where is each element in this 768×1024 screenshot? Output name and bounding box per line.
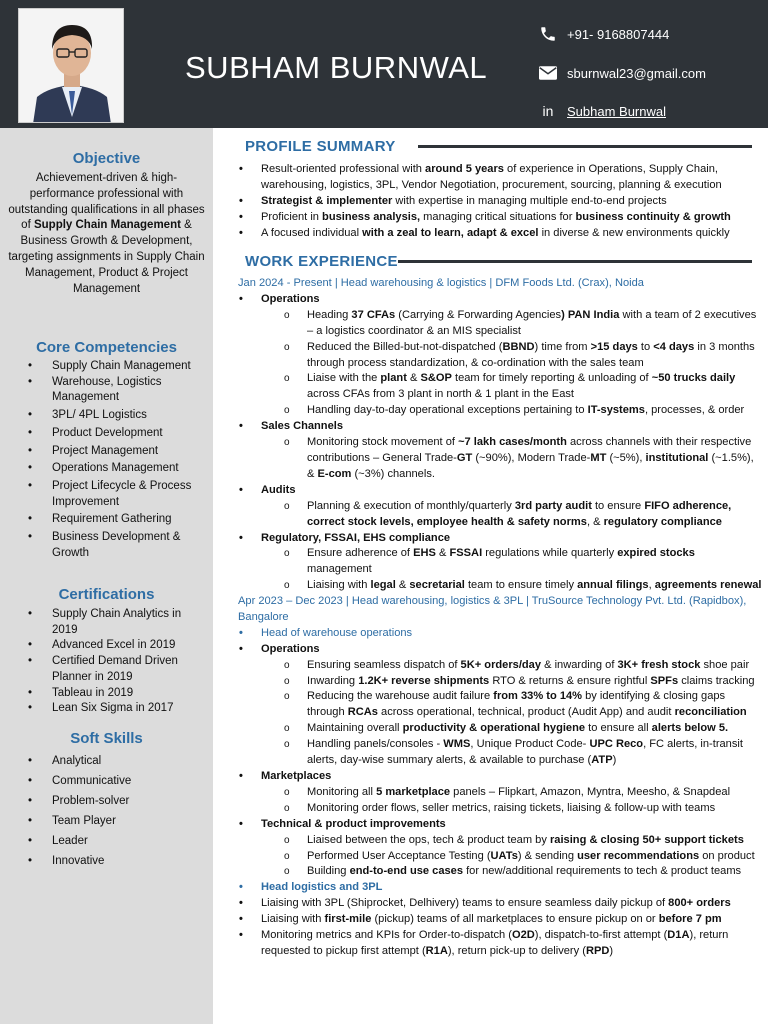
certifications-title: Certifications: [58, 586, 155, 603]
list-item: o Monitoring all 5 marketplace panels – Flipkart, Amazon, Myntra, Meesho, & Snapdeal: [238, 785, 762, 801]
job-1: [238, 276, 762, 594]
objective-title: Objective: [72, 150, 141, 167]
list-item: o Ensuring seamless dispatch of 5K+ orders/day & inwarding of 3K+ fresh stock shoe pair: [238, 658, 762, 674]
header-bar: [0, 0, 768, 128]
list-item: • Result-oriented professional with around 5 years of experience in Operations, Supply Chain, warehousing, logistics, 3PL, Vendor Negotiation, procurement, sourcing, planning & execution: [238, 162, 762, 194]
list-item: • Sales Channels: [238, 419, 762, 435]
list-item: • Technical & product improvements: [238, 817, 762, 833]
list-item: • Advanced Excel in 2019: [24, 638, 209, 654]
list-item: o Inwarding 1.2K+ reverse shipments RTO & returns & ensure rightful SPFs claims tracking: [238, 674, 762, 690]
list-item: o Liaise with the plant & S&OP team for timely reporting & unloading of ~50 trucks daily across CFAs from 3 plant in north & 1 plant in the East: [238, 371, 762, 403]
list-item: o Reduced the Billed-but-not-dispatched (BBND) time from >15 days to <4 days in 3 months through process standardization, & co-ordination with the sales team: [238, 340, 762, 372]
list-item: o Maintaining overall productivity & operational hygiene to ensure all alerts below 5.: [238, 721, 762, 737]
list-item: • Head logistics and 3PL: [238, 880, 762, 896]
list-item: • Operations: [238, 642, 762, 658]
list-item: • Team Player: [24, 811, 209, 831]
candidate-name: SUBHAM BURNWAL: [185, 50, 488, 85]
list-item: • Certified Demand Driven Planner in 2019: [24, 654, 209, 685]
list-item: • A focused individual with a zeal to learn, adapt & excel in diverse & new environments quickly: [238, 226, 762, 242]
list-item: • Operations Management: [24, 461, 209, 477]
list-item: • Liaising with 3PL (Shiprocket, Delhivery) teams to ensure seamless daily pickup of 800+ orders: [238, 896, 762, 912]
list-item: • Leader: [24, 831, 209, 851]
list-item: • Project Management: [24, 444, 209, 460]
list-item: o Liaising with legal & secretarial team to ensure timely annual filings, agreements renewal: [238, 578, 762, 594]
contact-phone: [538, 23, 669, 45]
softskills-title: Soft Skills: [70, 730, 143, 747]
section-divider: [418, 145, 752, 148]
competencies-title: Core Competencies: [36, 339, 177, 356]
list-item: • Tableau in 2019: [24, 686, 209, 702]
job-heading: Apr 2023 – Dec 2023 | Head warehousing, logistics & 3PL | TruSource Technology Pvt. Ltd. (Rapidbox), Bangalore: [238, 595, 747, 623]
list-item: • Warehouse, Logistics Management: [24, 375, 209, 406]
list-item: o Liaised between the ops, tech & product team by raising & closing 50+ support tickets: [238, 833, 762, 849]
list-item: • Strategist & implementer with expertise in managing multiple end-to-end projects: [238, 194, 762, 210]
list-item: o Planning & execution of monthly/quarterly 3rd party audit to ensure FIFO adherence, correct stock levels, employee health & safety norms, & regulatory compliance: [238, 499, 762, 531]
list-item: • Innovative: [24, 851, 209, 871]
list-item: • Business Development & Growth: [24, 530, 209, 561]
email-icon: [538, 63, 558, 83]
profile-summary-title: PROFILE SUMMARY: [245, 138, 396, 155]
list-item: o Performed User Acceptance Testing (UATs) & sending user recommendations on product: [238, 849, 762, 865]
list-item: • 3PL/ 4PL Logistics: [24, 408, 209, 424]
section-divider: [398, 260, 752, 263]
list-item: o Monitoring order flows, seller metrics, raising tickets, liaising & follow-up with teams: [238, 801, 762, 817]
competencies-list: [24, 359, 209, 561]
phone-icon: [538, 24, 558, 44]
list-item: o Handling panels/consoles - WMS, Unique Product Code- UPC Reco, FC alerts, in-transit alerts, day-wise summary alerts, & available to purchase (ATP): [238, 737, 762, 769]
linkedin-link[interactable]: Subham Burnwal: [567, 103, 666, 119]
email-address[interactable]: sburnwal23@gmail.com: [567, 65, 706, 81]
list-item: • Analytical: [24, 751, 209, 771]
list-item: o Heading 37 CFAs (Carrying & Forwarding Agencies) PAN India with a team of 2 executives – a logistics coordinator & an MIS specialist: [238, 308, 762, 340]
list-item: • Operations: [238, 292, 762, 308]
list-item: • Project Lifecycle & Process Improvement: [24, 479, 209, 510]
certifications-list: [24, 607, 209, 717]
contact-email: [538, 62, 706, 84]
list-item: o Reducing the warehouse audit failure from 33% to 14% by identifying & closing gaps through RCAs across operational, technical, product (Audit App) and audit reconciliation: [238, 689, 762, 721]
list-item: • Liaising with first-mile (pickup) teams of all marketplaces to ensure pickup on or before 7 pm: [238, 912, 762, 928]
list-item: • Head of warehouse operations: [238, 626, 762, 642]
list-item: • Product Development: [24, 426, 209, 442]
phone-number: +91- 9168807444: [567, 26, 670, 42]
list-item: o Monitoring stock movement of ~7 lakh cases/month across channels with their respective contributions – General Trade-GT (~90%), Modern Trade-MT (~5%), institutional (~1.5%), & E-com (~3%) channels.: [238, 435, 762, 483]
list-item: • Audits: [238, 483, 762, 499]
list-item: • Marketplaces: [238, 769, 762, 785]
list-item: o Building end-to-end use cases for new/additional requirements to tech & product teams: [238, 864, 762, 880]
list-item: • Requirement Gathering: [24, 512, 209, 528]
list-item: • Regulatory, FSSAI, EHS compliance: [238, 531, 762, 547]
list-item: • Supply Chain Management: [24, 359, 209, 375]
list-item: o Handling day-to-day operational exceptions pertaining to IT-systems, processes, & order: [238, 403, 762, 419]
softskills-list: [24, 751, 209, 871]
contact-linkedin: [538, 100, 666, 122]
linkedin-icon: in: [542, 103, 554, 119]
list-item: o Ensure adherence of EHS & FSSAI regulations while quarterly expired stocks management: [238, 546, 762, 578]
objective-text: Achievement-driven & high-performance professional with outstanding qualifications in all phases of Supply Chain Management & Business Growth & Development, targeting assignments in Supply Chain Management, Product & Project Management: [8, 172, 205, 295]
profile-summary: [238, 162, 762, 242]
list-item: • Proficient in business analysis, managing critical situations for business continuity & growth: [238, 210, 762, 226]
list-item: • Monitoring metrics and KPIs for Order-to-dispatch (O2D), dispatch-to-first attempt (D1A), return requested to pickup first attempt (R1A), return pick-up to delivery (RPD): [238, 928, 762, 960]
list-item: • Lean Six Sigma in 2017: [24, 701, 209, 717]
job-heading: Jan 2024 - Present | Head warehousing & logistics | DFM Foods Ltd. (Crax), Noida: [238, 277, 644, 289]
list-item: • Problem-solver: [24, 791, 209, 811]
job-2: [238, 594, 762, 960]
profile-photo: [18, 8, 124, 123]
list-item: • Communicative: [24, 771, 209, 791]
work-experience-title: WORK EXPERIENCE: [245, 253, 398, 270]
list-item: • Supply Chain Analytics in 2019: [24, 607, 209, 638]
